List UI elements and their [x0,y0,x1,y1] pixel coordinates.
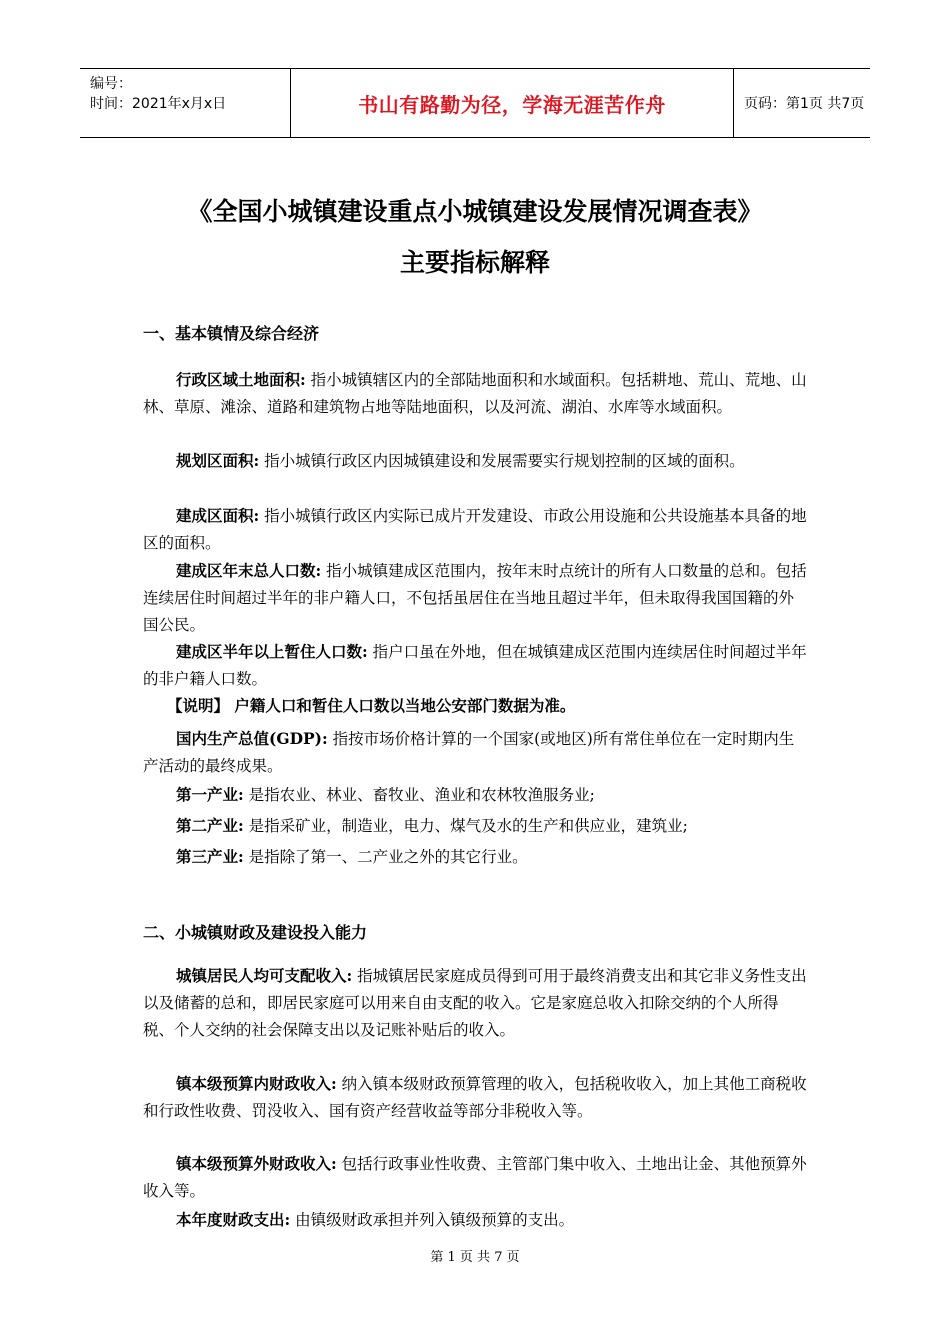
definition-term: 第一产业: [176,785,244,804]
definition-paragraph [143,962,808,1044]
section-heading-2: 二、小城镇财政及建设投入能力 [143,923,368,942]
definition-paragraph [143,502,808,557]
definition-text: 指小城镇行政区内因城镇建设和发展需要实行规划控制的区域的面积。 [264,452,745,470]
document-subtitle: 主要指标解释 [399,248,550,277]
definition-text: 由镇级财政承担并列入镇级预算的支出。 [295,1211,575,1229]
definition-paragraph [143,843,808,871]
definition-text: 指按市场价格计算的一个国家(或地区)所有常住单位在一定时期内生产活动的最终成果。 [143,730,795,775]
definition-paragraph [143,557,808,639]
definition-term: 镇本级预算内财政收入: [176,1074,337,1093]
definition-text: 指户口虽在外地，但在城镇建成区范围内连续居住时间超过半年的非户籍人口数。 [143,643,807,688]
page-header [80,68,870,138]
page-footer: 第 1 页 共 7 页 [430,1250,520,1265]
definition-text: 纳入镇本级财政预算管理的收入，包括税收收入，加上其他工商税收和行政性收费、罚没收入、国有资产经营收益等部分非税收入等。 [143,1075,807,1120]
definition-text: 指小城镇建成区范围内，按年末时点统计的所有人口数量的总和。包括连续居住时间超过半年的非户籍人口，不包括虽居住在当地且超过半年，但未取得我国国籍的外国公民。 [143,562,807,634]
definition-paragraph [143,781,808,809]
definition-text: 指小城镇辖区内的全部陆地面积和水域面积。包括耕地、荒山、荒地、山林、草原、滩涂、道路和建筑物占地等陆地面积，以及河流、湖泊、水库等水域面积。 [143,371,807,416]
section-heading-1: 一、基本镇情及综合经济 [143,324,320,343]
definition-text: 包括行政事业性收费、主管部门集中收入、土地出让金、其他预算外收入等。 [143,1155,807,1200]
definition-text: 是指除了第一、二产业之外的其它行业。 [248,848,528,866]
definition-term: 本年度财政支出: [176,1210,291,1229]
definition-paragraph [143,1070,808,1125]
header-meta [90,74,226,114]
definition-paragraph [143,1150,808,1205]
definition-paragraph [143,447,808,475]
definition-text: 是指采矿业，制造业，电力、煤气及水的生产和供应业，建筑业; [248,817,688,835]
header-number-label: 编号： [90,76,132,92]
header-time-label: 时间：2021年x月x日 [90,96,227,112]
definition-term: 城镇居民人均可支配收入: [176,966,353,985]
definition-term: 规划区面积: [176,451,260,470]
definition-term: 国内生产总值(GDP): [176,729,328,748]
definition-term: 建成区半年以上暂住人口数: [176,642,368,661]
definition-term: 建成区面积: [176,506,260,525]
header-motto: 书山有路勤为径，学海无涯苦作舟 [290,69,734,137]
definition-paragraph [143,366,808,421]
definition-text: 指城镇居民家庭成员得到可用于最终消费支出和其它非义务性支出以及储蓄的总和，即居民家庭可以用来自由支配的收入。它是家庭总收入扣除交纳的个人所得税、个人交纳的社会保障支出以及记账补贴后的收入。 [143,967,807,1039]
document-title: 《全国小城镇建设重点小城镇建设发展情况调查表》 [187,197,763,226]
definition-text: 指小城镇行政区内实际已成片开发建设、市政公用设施和公共设施基本具备的地区的面积。 [143,507,807,552]
definition-text: 是指农业、林业、畜牧业、渔业和农林牧渔服务业; [248,786,595,804]
definition-term: 第二产业: [176,816,244,835]
definition-paragraph [143,812,808,840]
definition-term: 建成区年末总人口数: [176,561,322,580]
header-page-label: 页码：第1页 共7页 [744,96,865,112]
definition-paragraph [143,725,808,780]
definition-paragraph [143,1206,808,1234]
definition-term: 镇本级预算外财政收入: [176,1154,337,1173]
definition-term: 行政区域土地面积: [176,370,306,389]
note-paragraph: 【说明】 户籍人口和暂住人口数以当地公安部门数据为准。 [167,696,576,715]
definition-term: 第三产业: [176,847,244,866]
definition-paragraph [143,638,808,693]
